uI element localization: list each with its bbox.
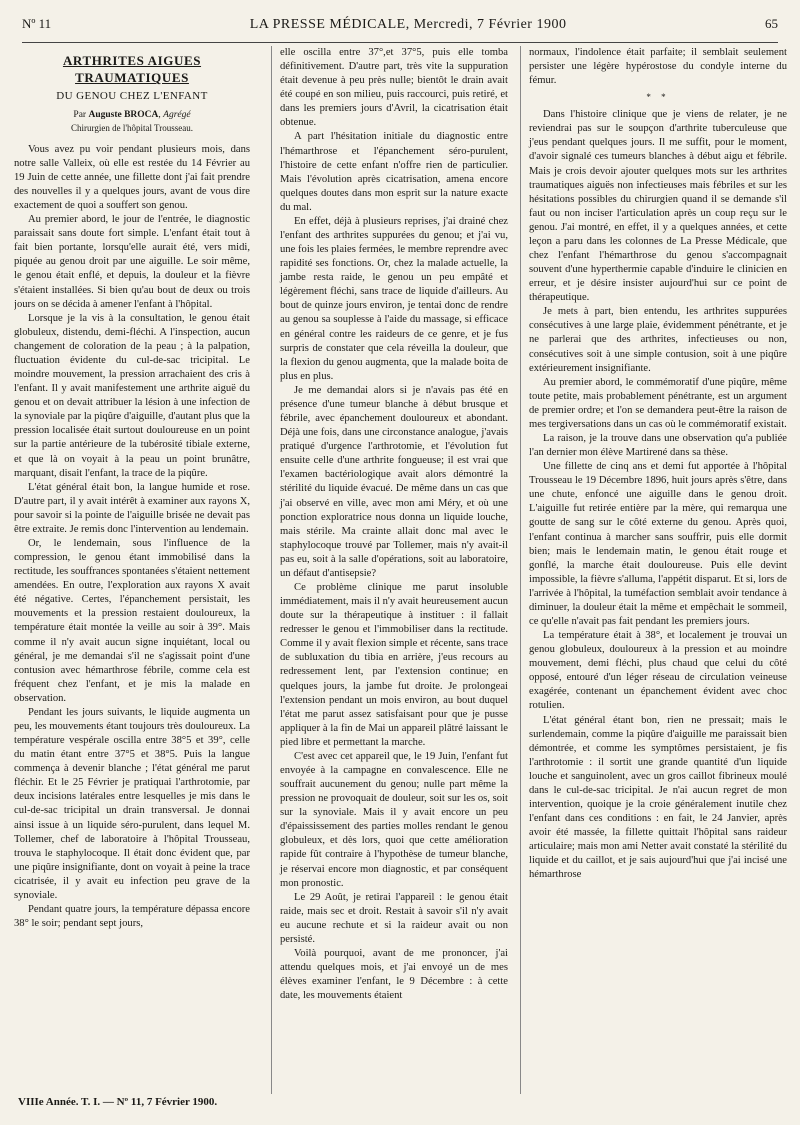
paragraph: Je mets à part, bien entendu, les arthrites suppurées consécutives à une large plaie, évidemment pénétrante, et je ne parlerai que des arthrites, infectieuses ou non, consécutives soit à une simple contusion, soit à une piqûre extérieurement insignifiante. <box>529 306 787 374</box>
paragraph: L'état général étant bon, rien ne pressait; mais le surlendemain, comme la piqûre d'aiguille me paraissait bien démontrée, et comme les symptômes persistaient, je fis l'arthrotomie : il sortit une grande quantité d'un liquide louche et sanguinolent, avec un gros caillot fibrineux moulé dans le cul-de-sac tricipital. Je n'ai aucun regret de mon intervention, quoique je la croie généralement inutile chez l'enfant dans ces conditions : en fait, le 24 Janvier, après avoir été massée, la fillette quittait l'hôpital sans raideur articulaire; mais mon ami Netter avait constaté la stérilité du liquide et du caillot, et je sais aujourd'hui que j'ai incisé une hémarthrose <box>529 714 787 881</box>
paragraph: Le 29 Août, je retirai l'appareil : le genou était raide, mais sec et droit. Restait à savoir s'il n'y avait eu aucune rechute et si la raideur avait ou non persisté. <box>280 891 508 945</box>
paragraph: Une fillette de cinq ans et demi fut apportée à l'hôpital Trousseau le 19 Décembre 1896, huit jours après s'être, dans une chute, enfoncé une aiguille dans le genou droit. L'aiguille fut retirée entière par la mère, qui remarqua une goutte de sang sur le côté externe du genou. Après quoi, l'enfant continua à marcher sans souffrir, puis elle dormit bien; mais le lendemain matin, le genou était rouge et gonflé, la marche était douloureuse. Puis elle devint impossible, la fièvre s'alluma, l'appétit disparut. Et si, lors de l'arrivée à l'hôpital, la tuméfaction semblait avoir tendance à diminuer, la douleur était la même et empêchait le sommeil, ce qu'elle n'avait pas fait pendant les premiers jours. <box>529 461 787 628</box>
paragraph: Au premier abord, le jour de l'entrée, le diagnostic paraissait sans doute fort simple. L'enfant était tout à fait bien portante, lorsqu'elle aurait été, vers midi, piquée au genou droit par une aiguille. Le soir même, le genou était enflé, et depuis, la douleur et la fièvre s'étaient installées. Si bien qu'au bout de deux ou trois jours on se décida à amener l'enfant à l'hôpital. <box>14 214 250 310</box>
paragraph: A part l'hésitation initiale du diagnostic entre l'hémarthrose et l'épanchement séro-purulent, l'histoire de cette enfant n'offre rien de particulier. Mais l'évolution après cicatrisation, amena encore quelques doutes dans mon esprit sur la nature exacte du mal. <box>280 131 508 213</box>
paragraph: Or, le lendemain, sous l'influence de la compression, le genou étant immobilisé dans la rectitude, les souffrances spontanées s'étaient nettement amendées. En outre, l'exploration aux rayons X avait été négative. Certes, l'épanchement persistait, les mouvements et la pression restaient douloureux, la température était montée la veille au soir à 39°. Mais comme il n'y avait aucun signe inquiétant, local ou général, je me demandai s'il ne s'agissait point d'une contusion avec hémarthrose fébrile, comme cela est fréquent chez l'enfant, et je mis la malade en observation. <box>14 537 250 704</box>
paragraph: Voilà pourquoi, avant de me prononcer, j'ai attendu quelques mois, et j'ai envoyé un de mes élèves examiner l'enfant, le 9 Décembre : à cette date, les mouvements étaient <box>280 948 508 1002</box>
paragraph: C'est avec cet appareil que, le 19 Juin, l'enfant fut envoyée à la campagne en convalescence. Elle ne souffrait aucunement du genou; nulle part même la pression ne provoquait de douleur, soit sur les os, soit sur la synoviale. Mais il y avait encore un peu d'épaississement des parties molles rendant le genou globuleux, et dès lors, quoi que cette amélioration rapide fût contraire à l'hypothèse de tumeur blanche, je réservai encore mon diagnostic, et par conséquent mon pronostic. <box>280 750 508 889</box>
page-header <box>22 16 778 43</box>
paragraph: Vous avez pu voir pendant plusieurs mois, dans notre salle Valleix, où elle est restée du 14 Février au 19 Juin de cette année, une fillette dont j'ai fait prendre des nouvelles il y a quelques jours, avant de vous dire exactement de quoi a souffert son genou. <box>14 143 250 212</box>
column-3-body-top <box>529 46 787 88</box>
paragraph: Pendant quatre jours, la température dépassa encore 38° le soir; pendant sept jours, <box>14 904 250 930</box>
section-separator: * * <box>646 92 670 103</box>
paragraph: elle oscilla entre 37°,et 37°5, puis elle tomba définitivement. D'autre part, très vite la suppuration était devenue à peu près nulle; bientôt le drain avait été coupé en son milieu, puis raccourci, puis retiré, et dans les premiers jours d'Avril, la cicatrisation était obtenue. <box>280 47 508 129</box>
column-1-body <box>14 143 250 931</box>
column-2-body <box>280 46 508 1003</box>
column-2 <box>271 46 508 1094</box>
paragraph: Pendant les jours suivants, le liquide augmenta un peu, les mouvements étant toujours très douloureux. La température vespérale oscilla entre 38°5 et 39°, celle du matin étant entre 37°5 et 38°5. Puis la langue commença à devenir blanche ; l'état général me parut fléchir. Et le 25 Février je pratiquai l'arthrotomie, par deux incisions latérales entre lesquelles je mis dans le cul-de-sac tricipital un drain transversal. Je donnai ainsi issue à un liquide séro-purulent, dans lequel M. Tollemer, chef de laboratoire à l'hôpital Trousseau, trouva le staphylocoque. Il était donc évident que, par une piqûre insignifiante, dont on voyait à peine la trace cicatrisée, il y avait eu infection peu grave de la synoviale. <box>14 706 250 901</box>
paragraph: Au premier abord, le commémoratif d'une piqûre, même toute petite, mais probablement pénétrante, est un argument de premier ordre; et l'on se demandera peut-être la raison de mes tergiversations dans un cas où le commémoratif existait. <box>529 376 787 430</box>
article-title: ARTHRITES AIGUES TRAUMATIQUES <box>62 53 202 86</box>
issue-number: Nº 11 <box>22 16 52 31</box>
paragraph: En effet, déjà à plusieurs reprises, j'ai drainé chez l'enfant des arthrites suppurées du genou; et j'ai vu, une fois les plaies fermées, le membre reprendre avec rapidité ses fonctions. Or, chez la malade actuelle, la jambe resta raide, le genou un peu empâté et légèrement fléchi, sans trace de liquide d'ailleurs. Au bout de quinze jours environ, je tentai donc de rendre au genou sa souplesse à l'aide du massage, si efficace en général contre les raideurs de ce genre, et je fus surpris de constater que cela réveilla la douleur, que la flexion du genou augmenta, que la malade boita de plus en plus. <box>280 215 508 382</box>
author-affiliation: Chirurgien de l'hôpital Trousseau. <box>71 122 193 133</box>
paragraph: L'état général était bon, la langue humide et rose. D'autre part, il y avait intérêt à examiner aux rayons X, pour savoir si la pointe de l'aiguille brisée ne devait pas être extraite. Je remis donc l'intervention au lendemain. <box>14 481 250 535</box>
paragraph: normaux, l'indolence était parfaite; il semblait seulement persister une légère hypérostose du condyle interne du fémur. <box>529 47 787 87</box>
paragraph: Ce problème clinique me parut insoluble immédiatement, mais il n'y avait heureusement aucun doute sur la thérapeutique à instituer : il fallait redresser le genou et l'immobiliser dans la rectitude. Comme il y avait flexion simple et récente, sans trace de subluxation du tibia en arrière, j'eus recours au redressement lent, par l'extension continue; en quelques jours, la jambe fut droite. Je prolongeai l'extension pendant un mois environ, au bout duquel l'état me parut assez satisfaisant pour que je pusse appliquer à la fin de Mai un appareil plâtré laissant le pied libre et permettant la marche. <box>280 581 508 748</box>
page-number: 65 <box>765 16 778 31</box>
paragraph: Lorsque je la vis à la consultation, le genou était globuleux, distendu, demi-fléchi. A l'inspection, aucun changement de coloration de la peau ; à la palpation, fluctuation évidente du cul-de-sac tricipital. Le moindre mouvement, la pression arrachaient des cris à l'enfant. Il y avait manifestement une arthrite aiguë du genou et on devait attribuer la lésion à une infection de la synoviale par la piqûre d'aiguille, d'autant plus que la pression localisée était surtout douloureuse en un point sur la partie antérieure de la tubérosité tibiale externe, et que là on voyait à la peau un point brunâtre, marquant, disait l'enfant, la trace de la piqûre. <box>14 312 250 479</box>
author-prefix: Par <box>73 110 87 121</box>
paragraph: La température était à 38°, et localement je trouvai un genou globuleux, douloureux à la pression et au moindre mouvement, demi fléchi, plus chaud que celui du côté opposé, entouré d'un léger réseau de circulation veineuse exagérée, contenant un épanchement évident avec choc rotulien. <box>529 630 787 712</box>
paragraph: Dans l'histoire clinique que je viens de relater, je ne reviendrai pas sur le soupçon d'arthrite tuberculeuse que j'eus pendant quelques jours. Il me suffit, pour le moment, d'avoir signalé ces tumeurs blanches à début aigu et fébrile. Mais je crois devoir ajouter quelques mots sur les arthrites traumatiques aiguës non infectieuses mais fébriles et sur les hésitations possibles du chirurgien quand il se demande s'il faut ou non inciser l'articulation après un coup reçu sur le genou. J'ai montré, en effet, il y a quelques années, et cette leçon a paru dans les colonnes de La Presse Médicale, que chez l'enfant l'hémarthrose du genou s'accompagnait souvent d'une hyperthermie capable d'induire le clinicien en erreur, et je désire insister aujourd'hui sur ce point de thérapeutique. <box>529 109 787 304</box>
author-suffix: Agrégé <box>163 110 191 121</box>
article-subtitle: DU GENOU CHEZ L'ENFANT <box>56 89 208 102</box>
page-footer: VIIIe Année. T. I. — Nº 11, 7 Février 1900. <box>18 1096 218 1108</box>
paragraph: Je me demandai alors si je n'avais pas été en présence d'une tumeur blanche à début brusque et fébrile, avec épanchement douloureux et abondant. Déjà une fois, dans une circonstance analogue, j'avais pratiqué d'urgence l'arthrotomie, et l'évolution fut ensuite celle d'une arthrite fongueuse; il est vrai que l'examen bactériologique avait alors démontré la stérilité du liquide évacué. De même dans un cas que j'ai observé en ville, avec mon ami Méry, et où une ponction exploratrice nous donna un liquide louche, mais stérile. Ma crainte allait donc mal avec le staphylocoque trouvé par Tollemer, mais n'y avait-il pas eu, soit à la salle d'opérations, soit au laboratoire, un défaut d'antisepsie? <box>280 384 508 579</box>
column-1 <box>14 46 250 1094</box>
author-name: Auguste BROCA <box>88 110 159 121</box>
column-3 <box>520 46 787 1094</box>
paragraph: La raison, je la trouve dans une observation qu'a publiée l'an dernier mon élève Martirené dans sa thèse. <box>529 433 787 459</box>
article-author: Par Auguste BROCA, Agrégé <box>73 110 191 121</box>
masthead: LA PRESSE MÉDICALE, Mercredi, 7 Février 1900 <box>249 17 567 32</box>
column-3-body <box>529 108 787 882</box>
